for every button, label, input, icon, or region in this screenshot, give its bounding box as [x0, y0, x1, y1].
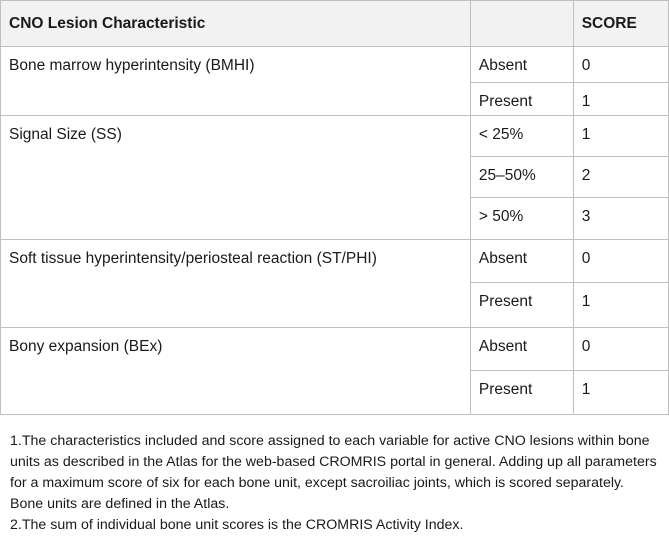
score-cell: 1: [573, 83, 668, 116]
table-header-row: [1, 1, 669, 47]
level-cell: Present: [470, 371, 573, 415]
score-cell: 3: [573, 198, 668, 240]
footnote-2: 2.The sum of individual bone unit scores is the CROMRIS Activity Index.: [10, 517, 464, 533]
table-row: [1, 328, 669, 371]
characteristic-cell: Bony expansion (BEx): [1, 328, 471, 415]
header-characteristic: CNO Lesion Characteristic: [1, 1, 471, 47]
characteristic-cell: Bone marrow hyperintensity (BMHI): [1, 47, 471, 116]
score-cell: 2: [573, 157, 668, 198]
level-cell: Present: [470, 83, 573, 116]
score-cell: 0: [573, 240, 668, 283]
level-cell: 25–50%: [470, 157, 573, 198]
table-row: [1, 240, 669, 283]
level-cell: Absent: [470, 47, 573, 83]
score-cell: 0: [573, 328, 668, 371]
table-row: [1, 116, 669, 157]
characteristic-cell: Soft tissue hyperintensity/periosteal reaction (ST/PHI): [1, 240, 471, 328]
level-cell: > 50%: [470, 198, 573, 240]
score-cell: 1: [573, 371, 668, 415]
level-cell: < 25%: [470, 116, 573, 157]
header-level: [470, 1, 573, 47]
characteristic-cell: Signal Size (SS): [1, 116, 471, 240]
footnote-1: 1.The characteristics included and score assigned to each variable for active CNO lesions within bone units as described in the Atlas for the web-based CROMRIS portal in general. Adding up all parameters for a maximum score of six for each bone unit, except sacroiliac joints, which is scored separately. Bone units are defined in the Atlas.: [10, 433, 657, 512]
score-cell: 1: [573, 283, 668, 328]
table-row: [1, 47, 669, 83]
header-score: SCORE: [573, 1, 668, 47]
level-cell: Absent: [470, 328, 573, 371]
score-cell: 0: [573, 47, 668, 83]
footnotes: [10, 431, 660, 536]
score-cell: 1: [573, 116, 668, 157]
level-cell: Present: [470, 283, 573, 328]
level-cell: Absent: [470, 240, 573, 283]
